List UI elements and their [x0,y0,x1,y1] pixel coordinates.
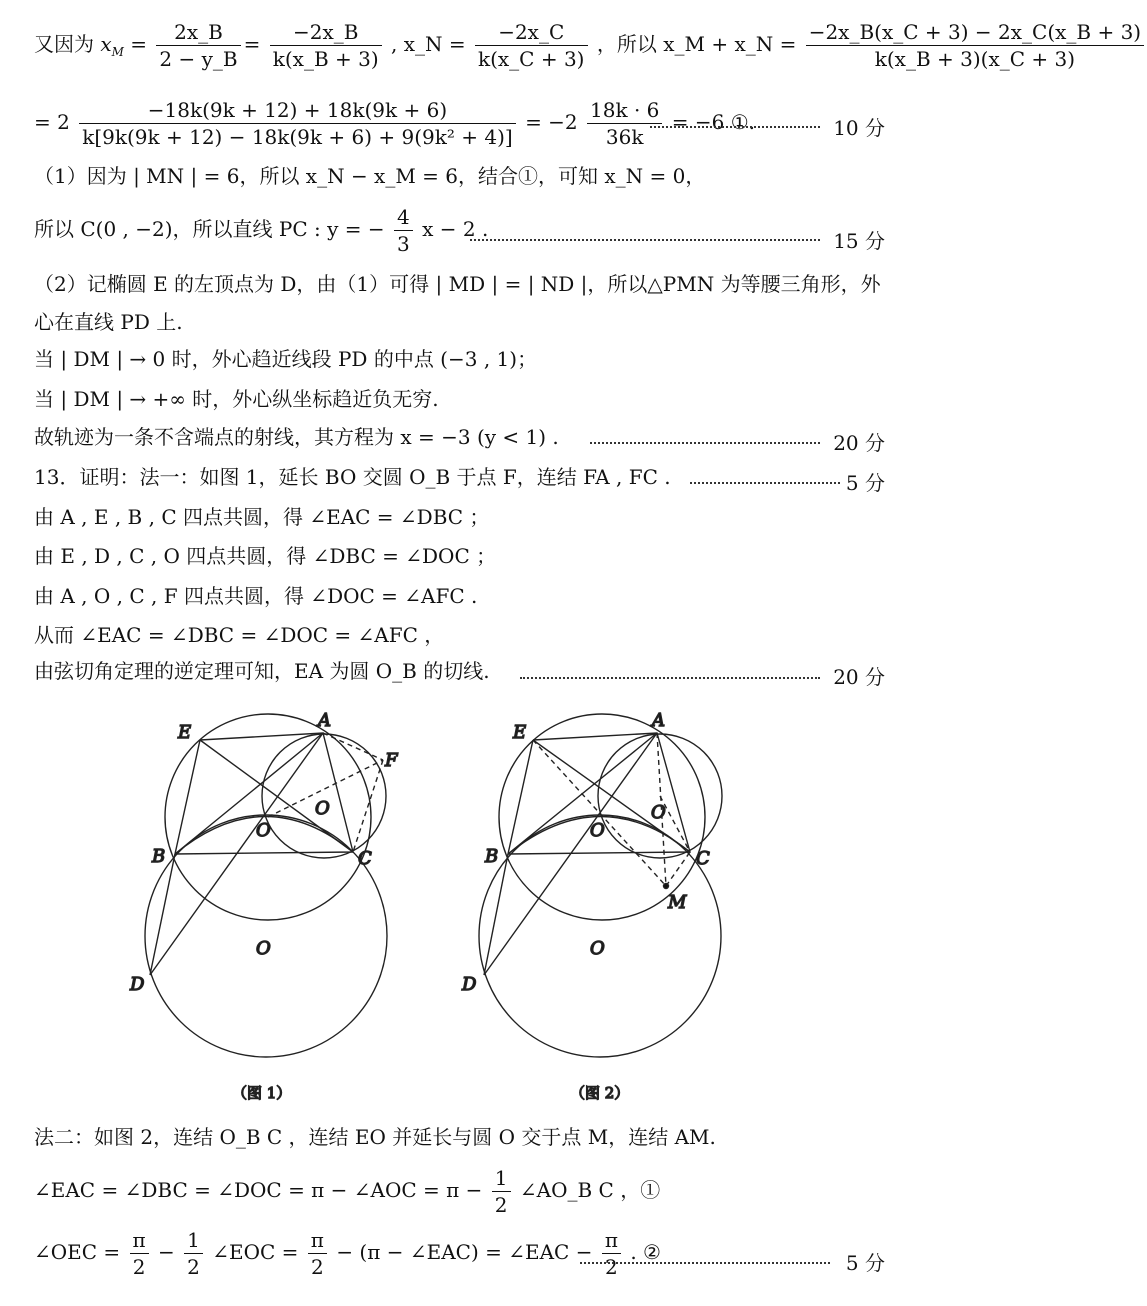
geometry-figures [0,700,921,1120]
numerator: π [130,1230,149,1254]
text-tail: = −6 ①. [671,110,756,134]
numerator: −2x_B(x_C + 3) − 2x_C(x_B + 3) [806,22,1144,46]
numerator: −2x_C [475,22,588,46]
denominator: k(x_B + 3)(x_C + 3) [874,47,1076,71]
fraction [184,1230,203,1277]
numerator: 2x_B [156,22,240,46]
label-ob: O [315,798,330,819]
denominator: 2 [132,1255,146,1279]
label-b: B [152,846,166,867]
label-oa: O [590,938,605,959]
text-prefix: = 2 [34,110,70,134]
fraction [602,1230,621,1277]
text-line-7: 当 | DM | → 0 时，外心趋近线段 PD 的中点 (−3 , 1)； [34,347,538,371]
eq-line-2 [34,100,755,147]
eq-line-4 [34,207,488,254]
text-prefix: ∠OEC = [34,1240,121,1264]
denominator: k[9k(9k + 12) − 18k(9k + 6) + 9(9k² + 4)] [82,125,513,149]
fraction [130,1230,149,1277]
text-line-5: （2）记椭圆 E 的左顶点为 D，由（1）可得 | MD | = | ND |，所以△PMN 为等腰三角形，外 [34,272,881,296]
numerator: π [602,1230,621,1254]
label-b: B [485,846,499,867]
label-o: O [590,820,605,841]
fraction [492,1168,511,1215]
numerator: 1 [184,1230,203,1254]
figure-1 [129,710,399,1102]
denominator: 2 [187,1255,200,1279]
text-mid: = −2 [525,110,578,134]
text-line-12: 由 E , D , C , O 四点共圆，得 ∠DBC = ∠DOC ； [34,544,497,568]
label-d: D [462,974,477,995]
score-leader-dots [520,677,820,679]
fraction [806,22,1144,69]
text-line-9: 故轨迹为一条不含端点的射线，其方程为 x = −3 (y < 1) . [34,425,559,449]
denominator: 36k [605,125,644,149]
caption-fig1: （图 1） [232,1084,292,1102]
text-line-13: 由 A , O , C , F 四点共圆，得 ∠DOC = ∠AFC . [34,584,478,608]
text-line-16: 法二：如图 2，连结 O_B C ，连结 EO 并延长与圆 O 交于点 M，连结 AM. [34,1125,716,1149]
label-e: E [178,722,192,743]
label-c: C [358,848,372,869]
label-a: A [318,710,331,731]
eq-line-17 [34,1168,660,1215]
numerator: 4 [394,207,413,231]
eq-line-1: 又因为 $x_M$ = $\frac{2x\_B}{2 - y\_B}$ = $\frac{-2x\_B}{k(x\_B + 3)}$ , x_N = $\frac{-2x\_C}{k(x\_C + 3)}$ ，所以 x_M + x_N = $\frac{-2x\_B(x\_C + 3) - 2x\_C(x\_B + 3)}{k(x\_B + 3)(x\_C + 3)}$ [34,22,1147,69]
figure-2 [461,710,722,1102]
score-leader-dots [690,482,840,484]
text-xn: , x_N = [391,32,466,56]
text-tail: ∠AO_B C ，① [519,1178,661,1202]
score-10: 10 分 [833,116,885,140]
text-prefix: ∠EAC = ∠DBC = ∠DOC = π − ∠AOC = π − [34,1178,483,1202]
denominator: k(x_C + 3) [477,47,585,71]
text-tail: . ② [630,1240,661,1264]
score-20: 20 分 [833,665,885,689]
label-ob: O [651,802,666,823]
score-leader-dots [650,126,820,128]
fraction [475,22,588,69]
label-a: A [652,710,665,731]
fraction [156,22,240,69]
text-line-15: 由弦切角定理的逆定理可知，EA 为圆 O_B 的切线. [34,659,490,683]
sub-m: M [111,45,124,59]
denominator: 2 [311,1255,324,1279]
circle-oa [479,815,721,1057]
denominator: 2 − y_B [159,47,238,71]
numerator: 18k · 6 [587,100,662,124]
text-line-10: 13．证明：法一：如图 1，延长 BO 交圆 O_B 于点 F，连结 FA , FC . [34,465,671,489]
denominator: k(x_B + 3) [272,47,379,71]
score-20: 20 分 [833,431,885,455]
numerator: −2x_B [270,22,382,46]
score-15: 15 分 [833,229,885,253]
caption-fig2: （图 2） [570,1084,630,1102]
text-tail: x − 2 . [422,217,489,241]
text-line-14: 从而 ∠EAC = ∠DBC = ∠DOC = ∠AFC ， [34,623,445,647]
label-m: M [668,892,687,913]
denominator: 3 [397,232,410,256]
fraction [587,100,662,147]
text-so: ，所以 x_M + x_N = [596,32,797,56]
denominator: 2 [494,1193,508,1217]
score-5: 5 分 [845,1251,885,1275]
text-prefix: 又因为 [34,32,94,56]
text-mid: ∠EOC = [212,1240,299,1264]
fraction [308,1230,327,1277]
numerator: −18k(9k + 12) + 18k(9k + 6) [79,100,516,124]
numerator: π [308,1230,327,1254]
label-o: O [256,820,271,841]
seg-db [484,854,508,975]
text-line-8: 当 | DM | → +∞ 时，外心纵坐标趋近负无穷. [34,387,439,411]
text-line-11: 由 A , E , B , C 四点共圆，得 ∠EAC = ∠DBC ； [34,505,490,529]
fraction [394,207,413,254]
text-mid2: − (π − ∠EAC) = ∠EAC − [336,1240,593,1264]
text-line-3: （1）因为 | MN | = 6，所以 x_N − x_M = 6，结合①，可知 x_N = 0， [34,164,706,188]
label-d: D [130,974,145,995]
var-xm: x [100,32,112,56]
point-m [664,884,669,889]
numerator: 1 [492,1168,511,1192]
score-leader-dots [470,239,820,241]
denominator: 2 [605,1255,618,1279]
label-c: C [696,848,710,869]
label-oa: O [256,938,271,959]
score-5: 5 分 [845,471,885,495]
eq-line-18 [34,1230,661,1277]
text-minus: − [158,1240,175,1264]
score-leader-dots [590,442,820,444]
label-e: E [513,722,527,743]
text-prefix: 所以 C(0 , −2)，所以直线 PC : y = − [34,217,385,241]
label-f: F [385,750,398,771]
fraction [270,22,382,69]
text-line-6: 心在直线 PD 上. [34,310,183,334]
fraction [79,100,516,147]
score-leader-dots [580,1262,830,1264]
